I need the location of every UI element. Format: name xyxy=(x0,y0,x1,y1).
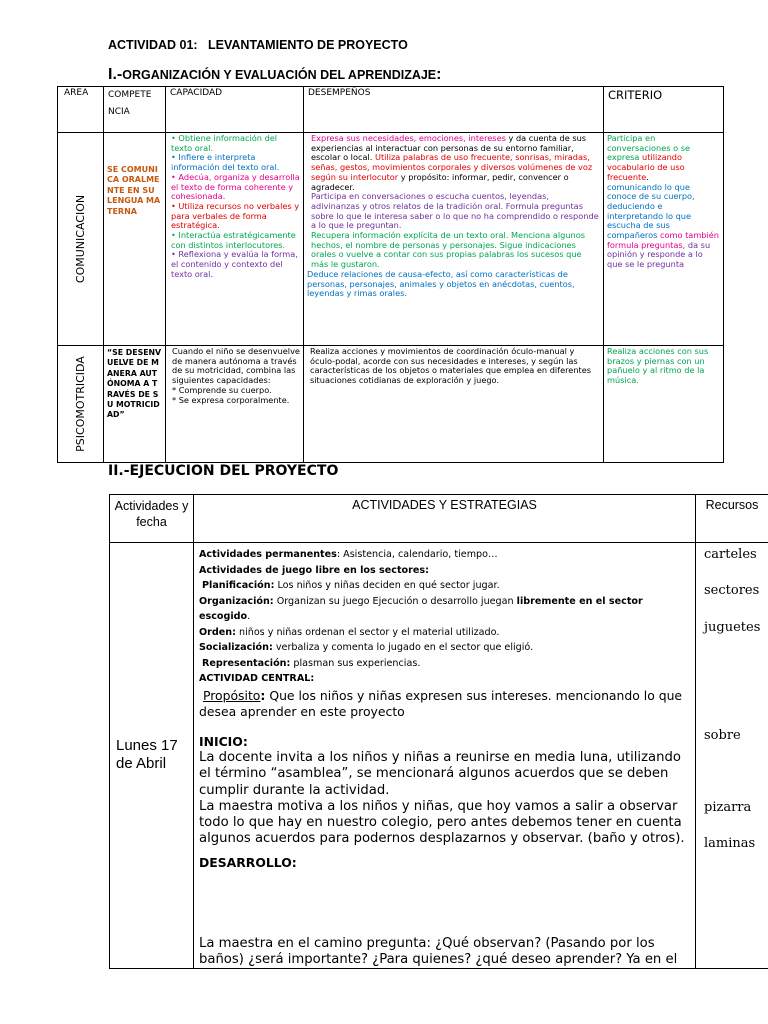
competencia-comunicacion-text: SE COMUNICA ORALMENTE EN SU LENGUA MATERNA xyxy=(107,165,161,216)
fecha-text: Lunes 17 de Abril xyxy=(116,737,178,773)
socializacion xyxy=(199,640,691,656)
activity-title: ACTIVIDAD 01: LEVANTAMIENTO DE PROYECTO xyxy=(108,38,408,52)
criterio-comunicacion xyxy=(604,133,724,346)
desarrollo-label xyxy=(199,855,691,871)
header-area: AREA xyxy=(58,87,104,133)
area-comunicacion-label: COMUNICACION xyxy=(73,194,87,284)
section1-title xyxy=(108,66,441,84)
capacidades-comunicacion xyxy=(166,133,304,346)
planificacion-label: Planificación: xyxy=(202,580,275,591)
desempeno-1-c: Utiliza palabras de uso frecuente, sonrisas, miradas, señas, gestos, movimientos corporales y diversos volúmenes de voz según su interlocutor xyxy=(311,152,593,182)
orden xyxy=(199,625,691,641)
criterio-c3: . xyxy=(646,171,649,182)
desarrollo-label-text: DESARROLLO: xyxy=(199,855,297,871)
capacidad-item: • Infiere e interpreta información del texto oral. xyxy=(171,152,280,173)
organizacion-label: Organización: xyxy=(199,595,274,607)
header-actividades-estrategias: ACTIVIDADES Y ESTRATEGIAS xyxy=(194,495,696,543)
proposito xyxy=(199,688,691,720)
recurso-laminas: laminas xyxy=(704,836,756,851)
section2-title: II.-EJECUCION DEL PROYECTO xyxy=(108,463,339,479)
criterio-c5: como también formula preguntas, xyxy=(607,230,719,250)
permanentes-label: Actividades permanentes xyxy=(199,549,337,560)
desempeno-1-d: y propósito: informar, pedir, convencer o agradecer. xyxy=(311,171,569,192)
desempeno-2: Participa en conversaciones o escucha cuentos, leyendas, adivinanzas y otros relatos de la tradición oral. Formula preguntas sobre lo que le interesa saber o lo que no ha comprendido o responde a lo que le preguntan. xyxy=(311,191,599,231)
header-desempenos: DESEMPEÑOS xyxy=(304,87,604,133)
evaluation-table xyxy=(57,86,724,463)
execution-header-row xyxy=(110,495,768,543)
activities-cell xyxy=(194,543,696,969)
capacidad-psicomotricidad xyxy=(166,346,304,463)
capacidad-item: • Utiliza recursos no verbales y para verbales de forma estratégica. xyxy=(171,200,300,231)
actividad-central-label: ACTIVIDAD CENTRAL: xyxy=(199,673,315,684)
proposito-text: Que los niños y niñas expresen sus intereses. mencionando lo que desea aprender en este proyecto xyxy=(199,687,683,719)
orden-label: Orden: xyxy=(199,626,236,638)
criterio-psicomotricidad-text: Realiza acciones con sus brazos y piernas con un pañuelo y al ritmo de la música. xyxy=(607,346,709,386)
organizacion xyxy=(199,594,691,625)
criterio-comunicacion-text xyxy=(607,134,720,270)
juego-libre xyxy=(199,563,691,579)
recurso-carteles: carteles xyxy=(704,547,757,562)
competencia-comunicacion xyxy=(104,133,166,346)
actividad-central xyxy=(199,671,691,687)
evaluation-header-row xyxy=(58,87,724,133)
inicio-label-text: INICIO: xyxy=(199,733,248,749)
criterio-psicomotricidad xyxy=(604,346,724,463)
recursos-cell xyxy=(696,543,768,969)
organizacion-text: Organizan su juego Ejecución o desarrollo juegan xyxy=(273,595,517,607)
criterio-c4: comunicando lo que conoce de su cuerpo, deduciendo e interpretando lo que escucha de sus compañeros xyxy=(607,181,695,241)
planificacion-text: Los niños y niñas deciden en qué sector jugar. xyxy=(274,580,500,591)
execution-table xyxy=(109,494,768,969)
desempeno-1-a: Expresa sus necesidades, emociones, intereses xyxy=(311,133,506,143)
capacidad-item: • Obtiene información del texto oral. xyxy=(171,133,278,153)
orden-text: niños y niñas ordenan el sector y el material utilizado. xyxy=(235,626,500,638)
proposito-label: Propósito xyxy=(202,687,261,703)
header-competencia-text: COMPETENCIA xyxy=(108,90,152,117)
execution-row xyxy=(110,543,768,969)
socializacion-text: verbaliza y comenta lo jugado en el sector que eligió. xyxy=(272,642,534,653)
recurso-sobre: sobre xyxy=(704,728,741,743)
representacion-text: plasman sus experiencias. xyxy=(290,657,421,669)
criterio-c1: Participa en conversaciones o se expresa xyxy=(607,133,691,163)
capacidad-item: • Interactúa estratégicamente con distintos interlocutores. xyxy=(171,230,296,250)
area-psicomotricidad-label: PSICOMOTRICIDA xyxy=(73,356,87,452)
competencia-psicomotricidad-text: “SE DESENVUELVE DE MANERA AUTÓNOMA A TRAVÉS DE SU MOTRICIDAD” xyxy=(107,348,162,420)
desempeno-4: Deduce relaciones de causa-efecto, así como características de personas, personajes, animales y objetos en anécdotas, cuentos, leyendas y rimas orales. xyxy=(307,268,575,299)
header-capacidad: CAPACIDAD xyxy=(166,87,304,133)
permanentes-text: : Asistencia, calendario, tiempo… xyxy=(336,549,498,560)
desempeno-1 xyxy=(307,134,600,192)
representacion-label: Representación: xyxy=(202,657,291,669)
header-actividades-fecha-text: Actividades y fecha xyxy=(114,499,189,529)
competencia-psicomotricidad xyxy=(104,346,166,463)
socializacion-label: Socialización: xyxy=(199,642,273,653)
capacidad-item: • Reflexiona y evalúa la forma, el contenido y contexto del texto oral. xyxy=(171,249,298,279)
inicio-label xyxy=(199,734,691,750)
planificacion xyxy=(199,578,691,594)
desempeno-psicomotricidad xyxy=(304,346,604,463)
inicio-p2: La maestra motiva a los niños y niñas, que hoy vamos a salir a observar todo lo que hay en nuestro colegio, pero antes debemos tener en cuenta algunos acuerdos para podernos desplazarnos y observar. (baño y otros). xyxy=(199,798,685,847)
desempeno-1-b: y da cuenta de sus experiencias al interactuar con personas de su entorno familiar, escolar o local. xyxy=(311,133,587,163)
section1-title-text: ORGANIZACIÓN Y EVALUACIÓN DEL APRENDIZAJE xyxy=(122,68,437,82)
recurso-juguetes: juguetes xyxy=(704,620,761,635)
fecha-cell xyxy=(110,543,194,969)
capacidades-list xyxy=(171,134,300,280)
juego-libre-label: Actividades de juego libre en los sectores: xyxy=(199,564,429,576)
capacidad-psicomotricidad-text: Cuando el niño se desenvuelve de manera autónoma a través de su motricidad, combina las siguientes capacidades: * Comprende su cuerpo. * Se expresa corporalmente. xyxy=(172,346,300,405)
header-actividades-fecha xyxy=(110,495,194,543)
section1-colon: : xyxy=(436,66,442,83)
recurso-pizarra: pizarra xyxy=(704,800,752,815)
comunicacion-row xyxy=(58,133,724,346)
area-psicomotricidad xyxy=(58,346,104,463)
recurso-sectores: sectores xyxy=(704,583,760,598)
header-recursos: Recursos xyxy=(696,495,768,543)
criterio-c6: da su opinión y responde a lo que se le pregunta xyxy=(607,239,711,270)
area-comunicacion xyxy=(58,133,104,346)
psicomotricidad-row xyxy=(58,346,724,463)
section1-prefix: I.- xyxy=(108,66,123,83)
desarrollo-p1: La maestra en el camino pregunta: ¿Qué observan? (Pasando por los baños) ¿será importante? ¿Para quienes? ¿qué deseo aprender? Ya en el xyxy=(199,935,678,967)
header-criterio: CRITERIO xyxy=(604,87,724,133)
capacidad-item: • Adecúa, organiza y desarrolla el texto de forma coherente y cohesionada. xyxy=(171,171,300,202)
actividades-permanentes xyxy=(199,547,691,563)
desempenos-comunicacion xyxy=(304,133,604,346)
desempeno-3: Recupera información explícita de un texto oral. Menciona algunos hechos, el nombre de personas y personajes. Sigue indicaciones orales o vuelve a contar con sus propias palabras los sucesos que más le gustaron. xyxy=(311,230,585,270)
desempeno-psicomotricidad-text: Realiza acciones y movimientos de coordinación óculo-manual y óculo-podal, acorde con sus necesidades e intereses, y según las características de los objetos o materiales que emplea en diferentes situaciones cotidianas de exploración y juego. xyxy=(310,346,592,386)
organizacion-end: . xyxy=(247,611,251,622)
header-competencia xyxy=(104,87,166,133)
representacion xyxy=(199,656,691,672)
criterio-c2: utilizando vocabulario de uso frecuente xyxy=(607,152,685,182)
inicio-p1: La docente invita a los niños y niñas a reunirse en media luna, utilizando el término “asamblea”, se mencionará algunos acuerdos que se deben cumplir durante la actividad. xyxy=(199,750,681,798)
organizacion-bold: libremente en el sector escogido xyxy=(199,595,643,622)
proposito-colon: : xyxy=(260,687,266,703)
